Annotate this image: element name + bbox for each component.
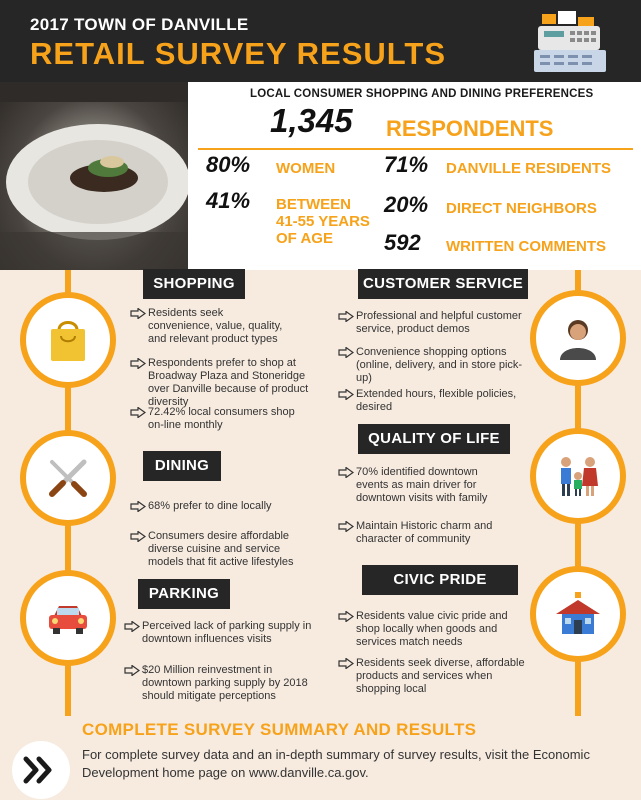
parking-section-title: PARKING bbox=[138, 579, 230, 609]
footer bbox=[0, 716, 641, 800]
car-icon bbox=[44, 594, 92, 642]
arrow-icon bbox=[130, 501, 148, 516]
footer-title: COMPLETE SURVEY SUMMARY AND RESULTS bbox=[82, 720, 477, 739]
list-item bbox=[338, 388, 543, 414]
stat-label: BETWEEN 41-55 YEARS OF AGE bbox=[276, 196, 370, 247]
quality-of-life-icon-circle bbox=[530, 428, 626, 524]
list-item bbox=[130, 307, 320, 346]
bullet-text: 72.42% local consumers shop on-line monthly bbox=[148, 406, 295, 431]
arrow-icon bbox=[338, 311, 356, 326]
respondents-number: 1,345 bbox=[270, 102, 353, 139]
dining-photo bbox=[0, 82, 188, 270]
stat-label: DANVILLE RESIDENTS bbox=[446, 160, 612, 177]
family-icon bbox=[554, 452, 602, 500]
list-item bbox=[338, 310, 528, 336]
bullet-text: 68% prefer to dine locally bbox=[148, 500, 272, 512]
customer-service-icon-circle bbox=[530, 290, 626, 386]
list-item bbox=[130, 406, 320, 432]
list-item bbox=[130, 357, 330, 409]
person-icon bbox=[554, 314, 602, 362]
parking-icon-circle bbox=[20, 570, 116, 666]
bullet-text: Extended hours, flexible policies, desired bbox=[356, 388, 517, 413]
bullet-text: $20 Million reinvestment in downtown parking supply by 2018 should mitigate perceptions bbox=[142, 664, 308, 702]
bullet-text: Maintain Historic charm and character of community bbox=[356, 520, 493, 545]
list-item bbox=[130, 500, 320, 516]
page-title: RETAIL SURVEY RESULTS bbox=[30, 36, 447, 71]
civic-pride-section-title: CIVIC PRIDE bbox=[362, 565, 518, 595]
bullet-text: 70% identified downtown events as main driver for downtown visits with family bbox=[356, 466, 488, 504]
arrow-icon bbox=[130, 308, 148, 323]
bullet-text: Convenience shopping options (online, delivery, and in store pick-up) bbox=[356, 346, 523, 384]
stat-value: 41% bbox=[206, 188, 251, 213]
arrow-icon bbox=[338, 347, 356, 362]
double-chevron-icon bbox=[12, 741, 70, 799]
stat-value: 80% bbox=[206, 152, 251, 177]
civic-pride-icon-circle bbox=[530, 566, 626, 662]
shopping-bag-icon bbox=[44, 316, 92, 364]
list-item bbox=[338, 520, 528, 546]
respondents-label: RESPONDENTS bbox=[386, 116, 554, 141]
bullet-text: Perceived lack of parking supply in downtown influences visits bbox=[142, 620, 312, 645]
shopping-section-title: SHOPPING bbox=[143, 269, 245, 299]
bullet-text: Respondents prefer to shop at Broadway Plaza and Stoneridge over Danville because of product diversity bbox=[148, 357, 309, 408]
stats-divider bbox=[198, 148, 633, 150]
arrow-icon bbox=[130, 407, 148, 422]
arrow-icon bbox=[124, 665, 142, 680]
list-item bbox=[338, 657, 533, 696]
arrow-icon bbox=[338, 467, 356, 482]
cash-register-icon bbox=[532, 10, 608, 74]
arrow-icon bbox=[338, 521, 356, 536]
header-banner bbox=[0, 0, 641, 82]
knife-fork-icon bbox=[44, 454, 92, 502]
stat-value: 71% bbox=[384, 152, 429, 177]
arrow-icon bbox=[124, 621, 142, 636]
stats-kicker: LOCAL CONSUMER SHOPPING AND DINING PREFERENCES bbox=[250, 88, 594, 100]
customer-service-section-title: CUSTOMER SERVICE bbox=[358, 269, 528, 299]
stat-label: WRITTEN COMMENTS bbox=[446, 238, 606, 255]
header-subtitle: 2017 TOWN OF DANVILLE bbox=[30, 15, 249, 34]
list-item bbox=[338, 346, 533, 385]
quality-of-life-section-title: QUALITY OF LIFE bbox=[358, 424, 510, 454]
bullet-text: Residents seek convenience, value, quality, and relevant product types bbox=[148, 307, 283, 345]
house-icon bbox=[554, 590, 602, 638]
arrow-icon bbox=[130, 531, 148, 546]
footer-more-button[interactable] bbox=[12, 741, 70, 799]
bullet-text: Consumers desire affordable diverse cuisine and service models that fit active lifestyles bbox=[148, 530, 294, 568]
footer-text: For complete survey data and an in-depth summary of survey results, visit the Economic Development home page on www.danville.ca.gov. bbox=[82, 747, 590, 780]
stat-label: DIRECT NEIGHBORS bbox=[446, 200, 597, 217]
stats-panel bbox=[188, 82, 641, 270]
stat-label: WOMEN bbox=[276, 160, 336, 177]
shopping-icon-circle bbox=[20, 292, 116, 388]
dining-icon-circle bbox=[20, 430, 116, 526]
list-item bbox=[130, 530, 320, 569]
list-item bbox=[124, 620, 324, 646]
list-item bbox=[338, 610, 533, 649]
list-item bbox=[338, 466, 528, 505]
dining-section-title: DINING bbox=[143, 451, 221, 481]
list-item bbox=[124, 664, 324, 703]
arrow-icon bbox=[338, 389, 356, 404]
arrow-icon bbox=[130, 358, 148, 373]
bullet-text: Residents seek diverse, affordable products and services when shopping local bbox=[356, 657, 525, 695]
bullet-text: Professional and helpful customer service, product demos bbox=[356, 310, 522, 335]
arrow-icon bbox=[338, 611, 356, 626]
stat-value: 20% bbox=[384, 192, 429, 217]
arrow-icon bbox=[338, 658, 356, 673]
bullet-text: Residents value civic pride and shop locally when goods and services match needs bbox=[356, 610, 508, 648]
stat-value: 592 bbox=[384, 230, 421, 255]
